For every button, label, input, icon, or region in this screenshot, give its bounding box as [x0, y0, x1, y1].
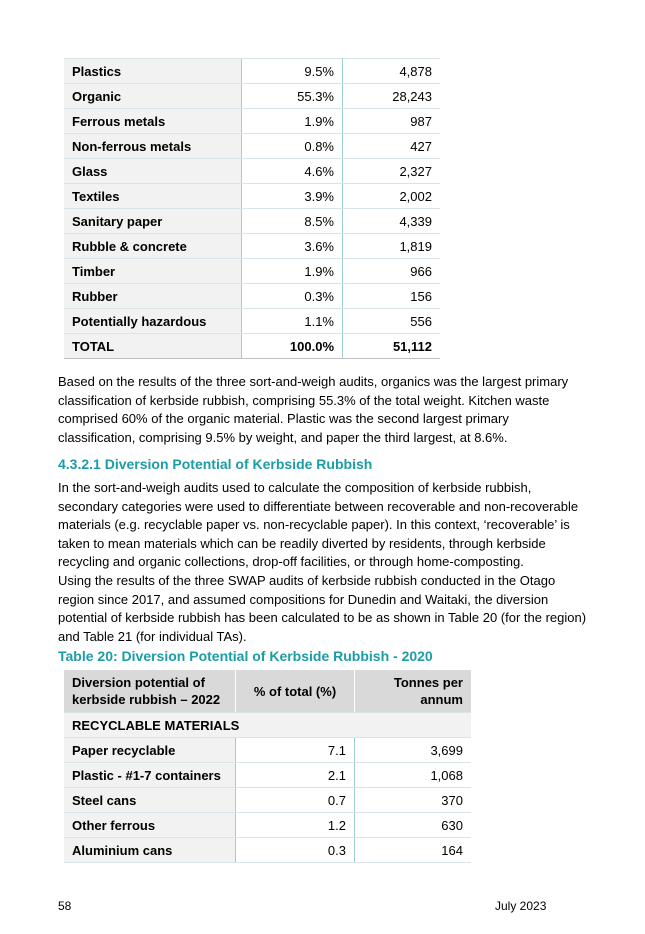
percent-cell: 1.1% [242, 309, 343, 334]
category-cell: Sanitary paper [64, 209, 242, 234]
total-tonnes: 51,112 [343, 334, 441, 359]
table-row [64, 109, 440, 134]
percent-cell: 7.1 [236, 738, 355, 763]
table-row [64, 309, 440, 334]
tonnes-cell: 966 [343, 259, 441, 284]
diversion-intro-paragraph: In the sort-and-weigh audits used to calculate the composition of kerbside rubbish, secondary categories were used to differentiate between recoverable and non-recoverable materials (e.g. recyclable paper vs. non-recyclable paper). In this context, ‘recoverable’ is taken to mean materials which can be readily diverted by residents, through kerbside recycling and organic collections, drop-off facilities, or through home-composting. [58, 480, 579, 569]
percent-cell: 1.9% [242, 259, 343, 284]
category-cell: Rubber [64, 284, 242, 309]
tonnes-cell: 427 [343, 134, 441, 159]
diversion-potential-table [64, 670, 471, 863]
waste-composition-table [64, 58, 440, 359]
diversion-method-paragraph: Using the results of the three SWAP audits of kerbside rubbish conducted in the Otago region since 2017, and assumed compositions for Dunedin and Waitaki, the diversion potential of kerbside rubbish has been calculated to be as shown in Table 20 (for the region) and Table 21 (for individual TAs). [58, 573, 587, 644]
tonnes-cell: 1,068 [355, 763, 472, 788]
category-cell: Non-ferrous metals [64, 134, 242, 159]
table-row [64, 134, 440, 159]
percent-cell: 1.9% [242, 109, 343, 134]
total-row [64, 334, 440, 359]
tonnes-cell: 2,002 [343, 184, 441, 209]
table-row [64, 59, 440, 84]
category-cell: Plastics [64, 59, 242, 84]
percent-cell: 55.3% [242, 84, 343, 109]
table-row [64, 209, 440, 234]
percent-cell: 4.6% [242, 159, 343, 184]
category-cell: Timber [64, 259, 242, 284]
percent-cell: 0.7 [236, 788, 355, 813]
table-header-row [64, 670, 471, 713]
table-row [64, 184, 440, 209]
category-cell: Glass [64, 159, 242, 184]
table-row [64, 763, 471, 788]
table-row [64, 259, 440, 284]
total-percent: 100.0% [242, 334, 343, 359]
header-percent-total: % of total (%) [236, 670, 355, 713]
category-cell: Potentially hazardous [64, 309, 242, 334]
tonnes-cell: 3,699 [355, 738, 472, 763]
table-row [64, 159, 440, 184]
percent-cell: 3.9% [242, 184, 343, 209]
tonnes-cell: 630 [355, 813, 472, 838]
table-row [64, 284, 440, 309]
material-cell: Other ferrous [64, 813, 236, 838]
tonnes-cell: 4,339 [343, 209, 441, 234]
tonnes-cell: 28,243 [343, 84, 441, 109]
header-tonnes-per-annum: Tonnes per annum [355, 670, 472, 713]
tonnes-cell: 556 [343, 309, 441, 334]
table-row [64, 84, 440, 109]
footer-date: July 2023 [495, 899, 547, 913]
section-heading: 4.3.2.1 Diversion Potential of Kerbside Rubbish [58, 456, 373, 472]
material-cell: Steel cans [64, 788, 236, 813]
percent-cell: 8.5% [242, 209, 343, 234]
section-row [64, 713, 471, 738]
percent-cell: 1.2 [236, 813, 355, 838]
percent-cell: 0.3 [236, 838, 355, 863]
percent-cell: 0.8% [242, 134, 343, 159]
tonnes-cell: 1,819 [343, 234, 441, 259]
header-diversion-potential: Diversion potential of kerbside rubbish – 2022 [64, 670, 236, 713]
tonnes-cell: 987 [343, 109, 441, 134]
material-cell: Paper recyclable [64, 738, 236, 763]
tonnes-cell: 370 [355, 788, 472, 813]
summary-paragraph: Based on the results of the three sort-and-weigh audits, organics was the largest primary classification of kerbside rubbish, comprising 55.3% of the total weight. Kitchen waste comprised 60% of the organic material. Plastic was the second largest primary classification, comprising 9.5% by weight, and paper the third largest, at 8.6%. [58, 374, 569, 445]
material-cell: Aluminium cans [64, 838, 236, 863]
tonnes-cell: 164 [355, 838, 472, 863]
total-label: TOTAL [64, 334, 242, 359]
table-row [64, 813, 471, 838]
section-label: RECYCLABLE MATERIALS [64, 713, 471, 738]
tonnes-cell: 2,327 [343, 159, 441, 184]
percent-cell: 3.6% [242, 234, 343, 259]
table-row [64, 738, 471, 763]
table-row [64, 838, 471, 863]
category-cell: Textiles [64, 184, 242, 209]
material-cell: Plastic - #1-7 containers [64, 763, 236, 788]
category-cell: Rubble & concrete [64, 234, 242, 259]
tonnes-cell: 4,878 [343, 59, 441, 84]
tonnes-cell: 156 [343, 284, 441, 309]
percent-cell: 0.3% [242, 284, 343, 309]
table-caption: Table 20: Diversion Potential of Kerbside Rubbish - 2020 [58, 648, 433, 664]
table-row [64, 788, 471, 813]
percent-cell: 9.5% [242, 59, 343, 84]
page-number: 58 [58, 899, 72, 913]
category-cell: Organic [64, 84, 242, 109]
table-row [64, 234, 440, 259]
category-cell: Ferrous metals [64, 109, 242, 134]
percent-cell: 2.1 [236, 763, 355, 788]
